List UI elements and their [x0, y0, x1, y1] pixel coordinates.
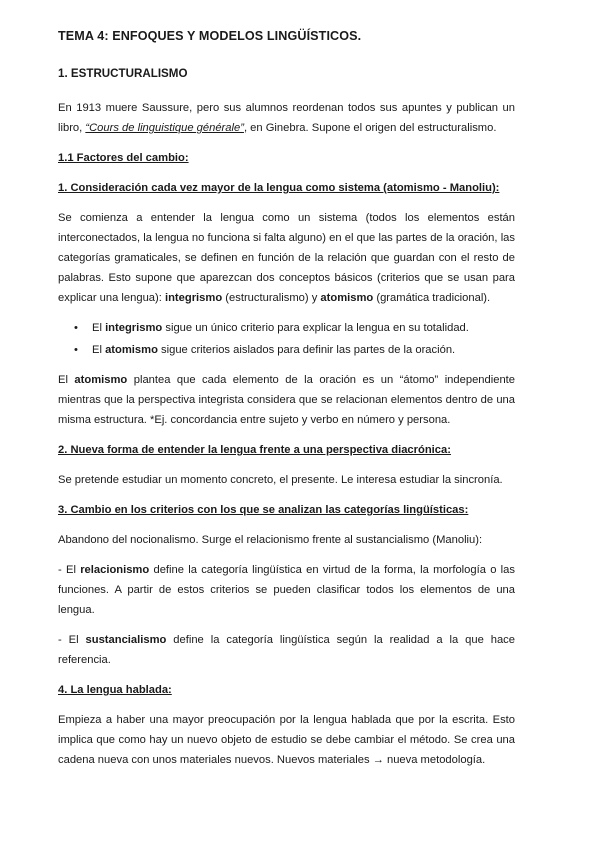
factor2-heading: 2. Nueva forma de entender la lengua frente a una perspectiva diacrónica:: [58, 444, 451, 456]
factor3-p2-text-c: define la categoría lingüística en virtud de la forma, la morfología o las funciones. A partir de estos criterios se pueden clasificar todos los elementos de una lengua.: [58, 564, 515, 616]
bullet-icon: •: [74, 344, 78, 356]
bullet1-term: integrismo: [105, 322, 163, 334]
factor1-bullet-list: [58, 318, 515, 360]
factor3-heading: 3. Cambio en los criterios con los que se analizan las categorías lingüísticas:: [58, 504, 469, 516]
factor4-paragraph: Empieza a haber una mayor preocupación por la lengua hablada que por la escrita. Esto implica que como hay un nuevo objeto de estudio se debe cambiar el método. Se crea una cadena nueva con unos materiales nuevos. Nuevos materiales → nueva metodología.: [58, 714, 515, 766]
book-title: “Cours de linguistique générale”: [85, 122, 244, 134]
document-page: [58, 26, 515, 780]
bullet1-text-c: sigue un único criterio para explicar la lengua en su totalidad.: [162, 322, 469, 334]
list-item: [74, 318, 515, 338]
intro-paragraph: [58, 98, 515, 138]
page-title: TEMA 4: ENFOQUES Y MODELOS LINGÜÍSTICOS.: [58, 29, 362, 43]
factor4-heading: 4. La lengua hablada:: [58, 684, 172, 696]
factor1-text-c: (estructuralismo) y: [222, 292, 321, 304]
bullet-icon: •: [74, 322, 78, 334]
factor1-p2-term: atomismo: [74, 374, 128, 386]
factor1-p2-text-a: El: [58, 374, 75, 386]
factors-heading: 1.1 Factores del cambio:: [58, 152, 189, 164]
factor2-paragraph: Se pretende estudiar un momento concreto, el presente. Le interesa estudiar la sincronía.: [58, 474, 503, 486]
factor3-p3-text-c: define la categoría lingüística según la realidad a la que hace referencia.: [58, 634, 516, 666]
factor1-p2-text-c: plantea que cada elemento de la oración es un “átomo” independiente mientras que la perspectiva integrista considera que se relacionan elementos dentro de una misma estructura. *Ej. concordancia entre sujeto y verbo en número y persona.: [58, 374, 515, 426]
intro-text-a: En 1913 muere Saussure, pero sus alumnos reordenan todos sus apuntes y publican un libro,: [58, 102, 515, 134]
bullet2-text-c: sigue criterios aislados para definir las partes de la oración.: [157, 344, 456, 356]
factor3-p2-text-a: - El: [58, 564, 81, 576]
factor3-paragraph-1: Abandono del nocionalismo. Surge el relacionismo frente al sustancialismo (Manoliu):: [58, 534, 483, 546]
factor1-text-d: (gramática tradicional).: [373, 292, 491, 304]
term-sustancialismo: sustancialismo: [85, 634, 167, 646]
term-atomismo: atomismo: [320, 292, 374, 304]
factor1-paragraph-2: [58, 370, 515, 430]
list-item: [74, 340, 515, 360]
term-integrismo: integrismo: [164, 292, 223, 304]
intro-text-b: , en Ginebra. Supone el origen del estructuralismo.: [243, 122, 497, 134]
bullet1-text-a: El: [92, 322, 106, 334]
factor3-p3-text-a: - El: [58, 634, 86, 646]
factor3-paragraph-2: [58, 560, 515, 620]
bullet2-text-a: El: [92, 344, 106, 356]
bullet2-term: atomismo: [105, 344, 158, 356]
factor1-heading: 1. Consideración cada vez mayor de la lengua como sistema (atomismo - Manoliu):: [58, 182, 500, 194]
factor1-paragraph: [58, 208, 515, 308]
term-relacionismo: relacionismo: [80, 564, 150, 576]
factor1-text-a: Se comienza a entender la lengua como un sistema (todos los elementos están interconectados, la lengua no funciona si falta alguno) en el que las partes de la oración, las categorías gramaticales, se definen en función de la relación que guardan con el resto de palabras. Esto supone que aparezcan dos conceptos básicos (criterios que se usan para explicar una lengua):: [58, 212, 515, 304]
factor3-paragraph-3: [58, 630, 515, 670]
section-heading-structuralism: 1. ESTRUCTURALISMO: [58, 67, 188, 80]
